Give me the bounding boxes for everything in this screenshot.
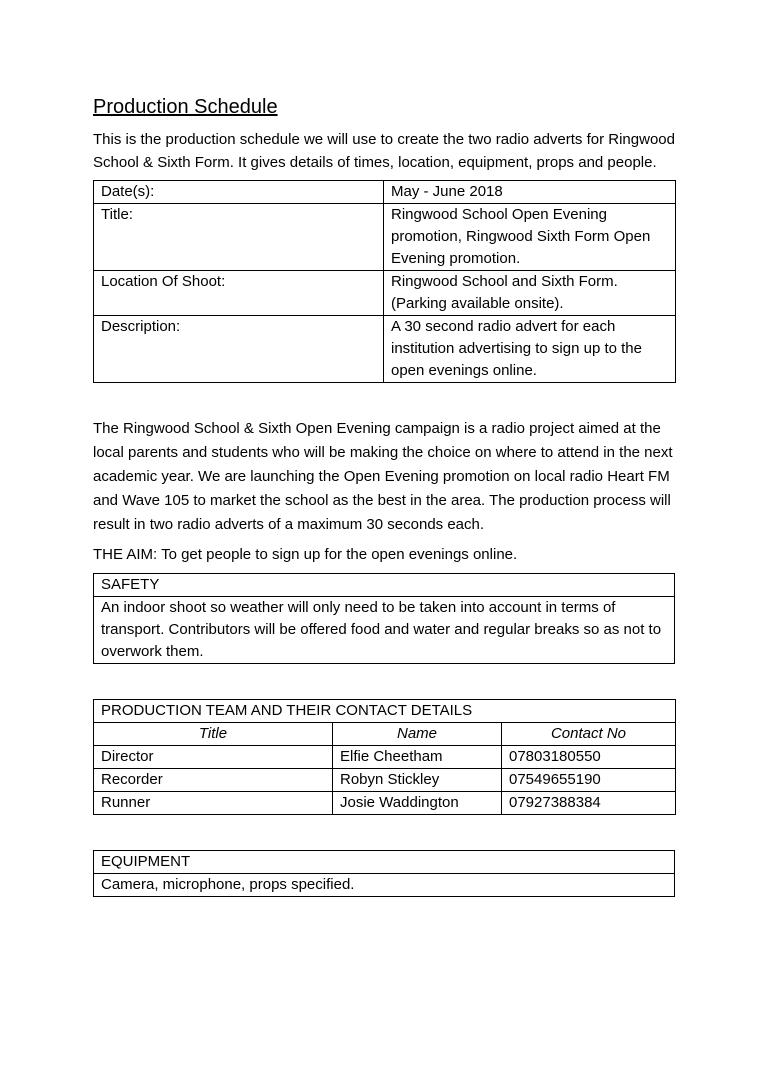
equipment-heading: EQUIPMENT bbox=[94, 851, 675, 874]
table-row bbox=[94, 574, 675, 597]
table-row bbox=[94, 874, 675, 897]
campaign-paragraph: The Ringwood School & Sixth Open Evening campaign is a radio project aimed at the local parents and students who will be making the choice on where to attend in the next academic year. We are launching the Open Evening promotion on local radio Heart FM and Wave 105 to market the school as the best in the area. The production process will result in two radio adverts of a maximum 30 seconds each. bbox=[93, 420, 673, 533]
column-header-contact: Contact No bbox=[502, 723, 676, 746]
detail-label: Location Of Shoot: bbox=[94, 271, 384, 316]
team-contact: 07927388384 bbox=[502, 792, 676, 815]
detail-label: Date(s): bbox=[94, 181, 384, 204]
column-header-title: Title bbox=[94, 723, 333, 746]
detail-value: A 30 second radio advert for each institution advertising to sign up to the open evenings online. bbox=[384, 316, 676, 383]
team-contact: 07803180550 bbox=[502, 746, 676, 769]
intro-paragraph: This is the production schedule we will use to create the two radio adverts for Ringwood School & Sixth Form. It gives details of times, location, equipment, props and people. bbox=[93, 131, 675, 171]
equipment-table bbox=[93, 850, 675, 897]
table-row bbox=[94, 316, 676, 383]
safety-text: An indoor shoot so weather will only need to be taken into account in terms of transport. Contributors will be offered food and water and regular breaks so as not to overwork them. bbox=[94, 597, 675, 664]
table-row bbox=[94, 746, 676, 769]
team-name: Elfie Cheetham bbox=[333, 746, 502, 769]
table-row bbox=[94, 700, 676, 723]
detail-value: Ringwood School and Sixth Form. (Parking available onsite). bbox=[384, 271, 676, 316]
column-header-name: Name bbox=[333, 723, 502, 746]
team-role: Runner bbox=[94, 792, 333, 815]
safety-heading: SAFETY bbox=[94, 574, 675, 597]
table-row bbox=[94, 792, 676, 815]
team-name: Robyn Stickley bbox=[333, 769, 502, 792]
table-row bbox=[94, 181, 676, 204]
detail-label: Title: bbox=[94, 204, 384, 271]
team-heading: PRODUCTION TEAM AND THEIR CONTACT DETAILS bbox=[94, 700, 676, 723]
page-title: Production Schedule bbox=[93, 96, 278, 118]
table-row bbox=[94, 769, 676, 792]
detail-value: Ringwood School Open Evening promotion, Ringwood Sixth Form Open Evening promotion. bbox=[384, 204, 676, 271]
safety-table bbox=[93, 573, 675, 664]
table-row bbox=[94, 271, 676, 316]
team-contact: 07549655190 bbox=[502, 769, 676, 792]
team-role: Recorder bbox=[94, 769, 333, 792]
table-row bbox=[94, 204, 676, 271]
team-name: Josie Waddington bbox=[333, 792, 502, 815]
table-row bbox=[94, 851, 675, 874]
table-row bbox=[94, 597, 675, 664]
table-header-row bbox=[94, 723, 676, 746]
detail-value: May - June 2018 bbox=[384, 181, 676, 204]
team-role: Director bbox=[94, 746, 333, 769]
team-table bbox=[93, 699, 676, 815]
details-table bbox=[93, 180, 676, 383]
document-page bbox=[93, 92, 675, 897]
detail-label: Description: bbox=[94, 316, 384, 383]
equipment-text: Camera, microphone, props specified. bbox=[94, 874, 675, 897]
aim-statement: THE AIM: To get people to sign up for the open evenings online. bbox=[93, 546, 518, 563]
